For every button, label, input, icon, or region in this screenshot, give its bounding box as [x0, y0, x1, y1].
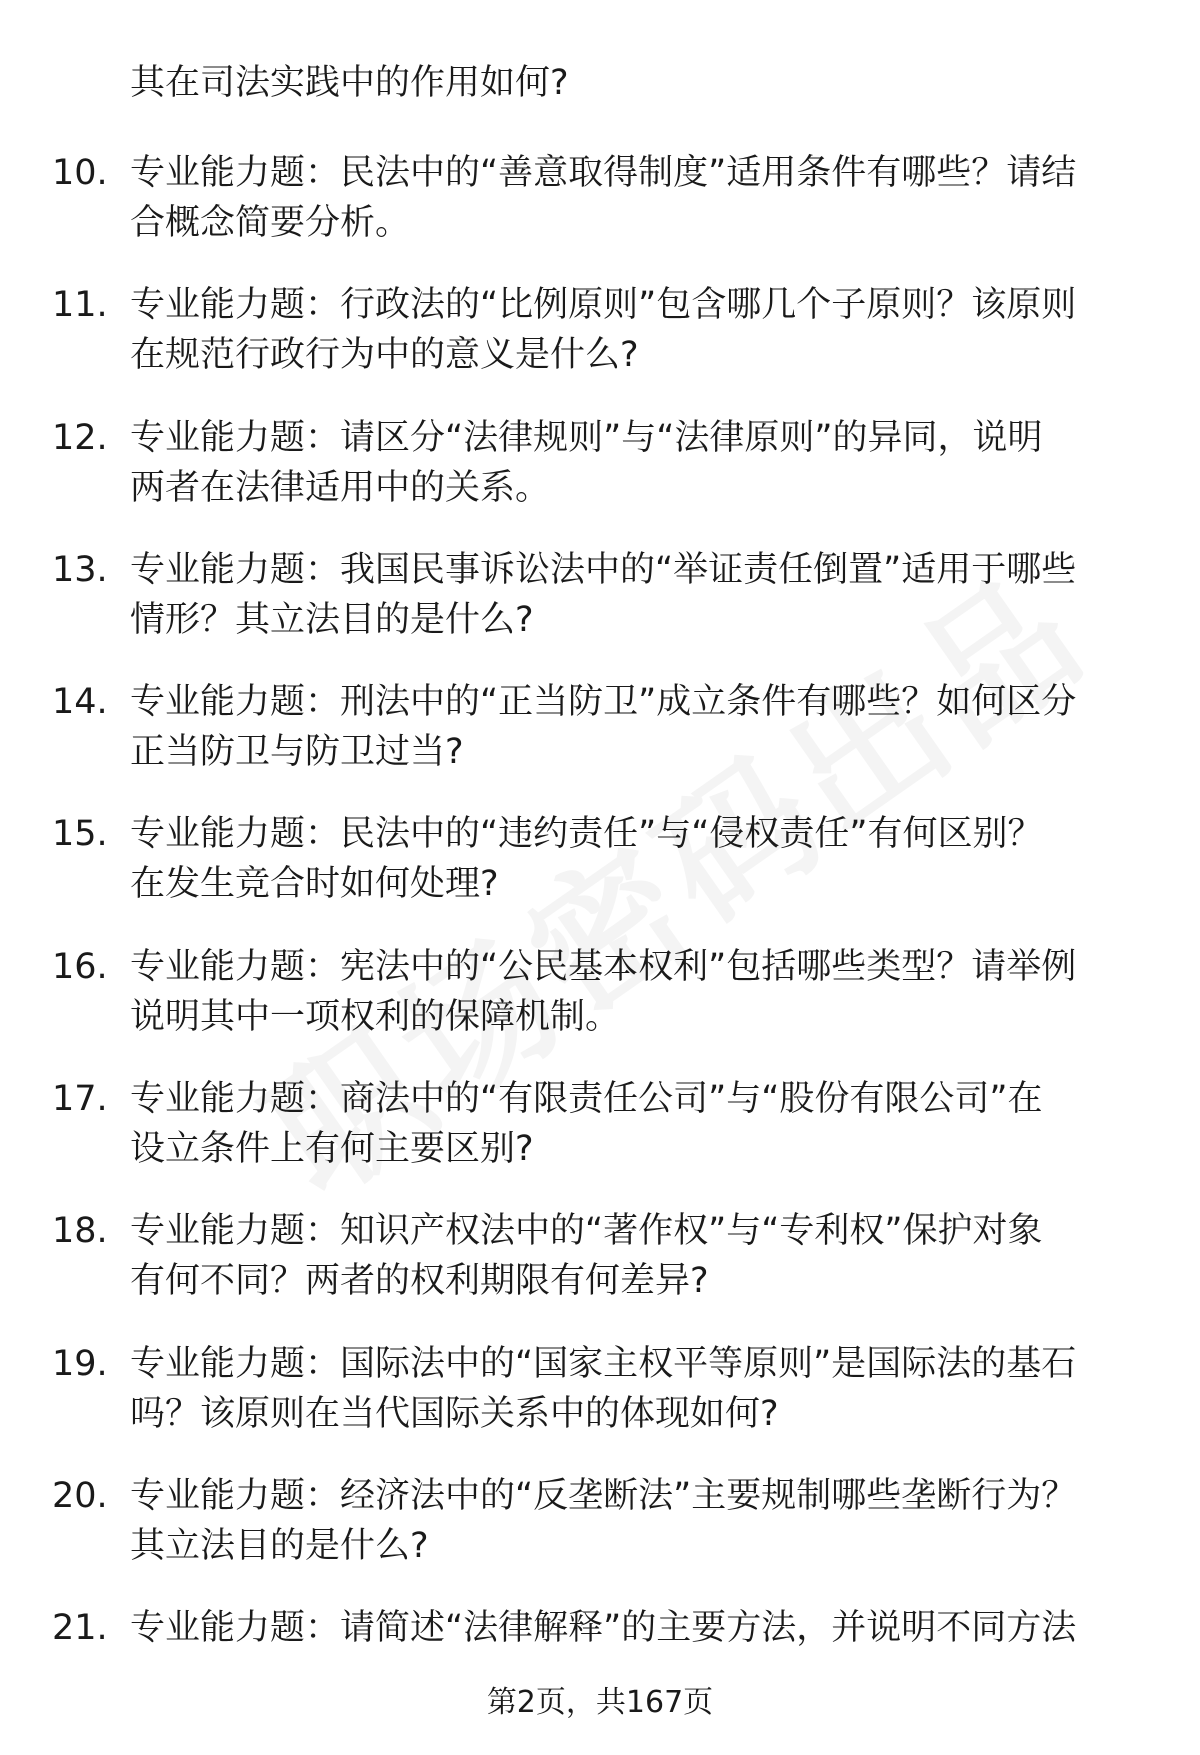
- question-text: [130, 942, 1140, 1042]
- question-item: [0, 1339, 1200, 1471]
- question-item: [0, 1206, 1200, 1338]
- question-item: [0, 677, 1200, 809]
- page-number-footer: 第2页，共167页: [486, 1685, 714, 1720]
- question-number: 16.: [52, 946, 108, 987]
- question-line: 专业能力题：刑法中的“正当防卫”成立条件有哪些？如何区分: [130, 682, 1077, 723]
- question-line: 有何不同？两者的权利期限有何差异?: [130, 1261, 709, 1302]
- question-number: 10.: [52, 153, 108, 193]
- question-number: 20.: [52, 1475, 108, 1516]
- question-number: 11.: [52, 285, 108, 326]
- question-line: 说明其中一项权利的保障机制。: [130, 996, 621, 1037]
- question-text: [130, 280, 1140, 380]
- question-line: 专业能力题：知识产权法中的“著作权”与“专利权”保护对象: [130, 1211, 1043, 1252]
- question-line: 两者在法律适用中的关系。: [130, 467, 551, 508]
- question-line: 其立法目的是什么?: [130, 1525, 429, 1566]
- question-text: [130, 809, 1140, 909]
- question-line: 专业能力题：国际法中的“国家主权平等原则”是国际法的基石: [130, 1343, 1077, 1384]
- question-line: 合概念简要分析。: [130, 203, 411, 243]
- question-line: 设立条件上有何主要区别?: [130, 1129, 534, 1170]
- question-list: [0, 148, 1200, 1736]
- question-text: [130, 148, 1140, 248]
- question-text: [130, 1339, 1140, 1439]
- question-line: 专业能力题：我国民事诉讼法中的“举证责任倒置”适用于哪些: [130, 549, 1077, 590]
- question-line: 正当防卫与防卫过当?: [130, 732, 464, 773]
- question-line: 专业能力题：商法中的“有限责任公司”与“股份有限公司”在: [130, 1079, 1043, 1120]
- question-line: 在发生竞合时如何处理?: [130, 864, 499, 905]
- question-line: 专业能力题：请简述“法律解释”的主要方法，并说明不同方法: [130, 1608, 1077, 1649]
- question-item: [0, 413, 1200, 545]
- question-item: [0, 148, 1200, 280]
- question-line: 专业能力题：行政法的“比例原则”包含哪几个子原则？该原则: [130, 285, 1077, 326]
- question-item: [0, 545, 1200, 677]
- question-line: 吗？该原则在当代国际关系中的体现如何?: [130, 1393, 779, 1434]
- question-number: 19.: [52, 1343, 108, 1384]
- question-number: 15.: [52, 814, 108, 855]
- question-text: [130, 545, 1140, 645]
- question-number: 14.: [52, 682, 108, 723]
- question-text: [130, 677, 1140, 777]
- question-line: 专业能力题：宪法中的“公民基本权利”包括哪些类型？请举例: [130, 946, 1077, 987]
- question-line: 专业能力题：请区分“法律规则”与“法律原则”的异同，说明: [130, 417, 1043, 458]
- question-line: 情形？其立法目的是什么?: [130, 599, 534, 640]
- question-number: 13.: [52, 549, 108, 590]
- question-number: 17.: [52, 1079, 108, 1120]
- question-number: 21.: [52, 1608, 108, 1649]
- question-item: [0, 809, 1200, 941]
- question-text: [130, 1471, 1140, 1571]
- question-item: [0, 1471, 1200, 1603]
- question-text: [130, 1603, 1140, 1653]
- question-text: [130, 413, 1140, 513]
- question-text: [130, 1074, 1140, 1174]
- question-line: 在规范行政行为中的意义是什么?: [130, 335, 639, 376]
- question-text: [130, 1206, 1140, 1306]
- question-item: [0, 280, 1200, 412]
- question-number: 18.: [52, 1211, 108, 1252]
- question-line: 专业能力题：民法中的“违约责任”与“侵权责任”有何区别？: [130, 814, 1043, 855]
- question-number: 12.: [52, 417, 108, 458]
- question-item: [0, 1074, 1200, 1206]
- question-item: [0, 942, 1200, 1074]
- question-line: 专业能力题：经济法中的“反垄断法”主要规制哪些垄断行为？: [130, 1475, 1077, 1516]
- question-line: 专业能力题：民法中的“善意取得制度”适用条件有哪些？请结: [130, 153, 1077, 193]
- continued-question-text: 其在司法实践中的作用如何?: [130, 63, 569, 103]
